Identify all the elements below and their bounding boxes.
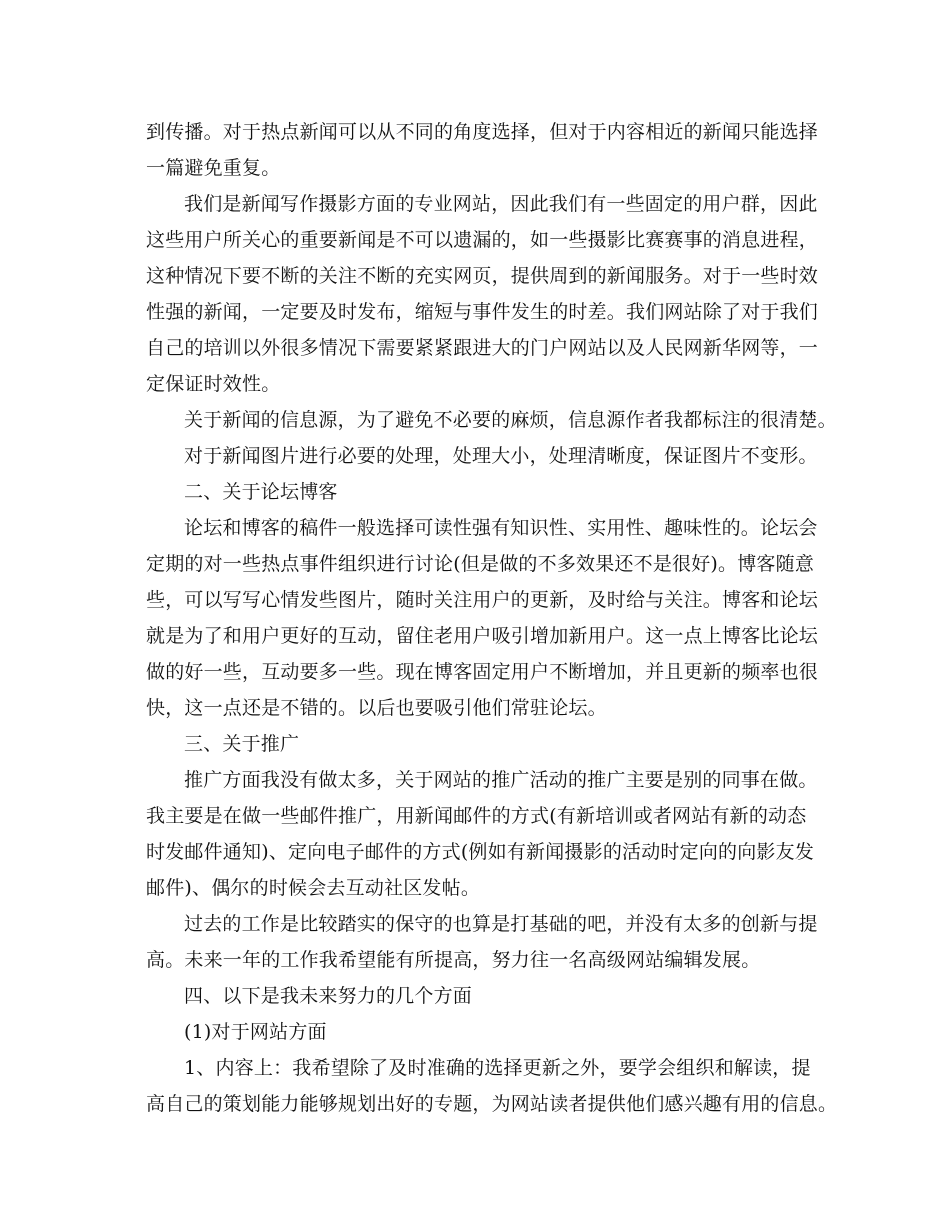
text-line: 就是为了和用户更好的互动，留住老用户吸引增加新用户。这一点上博客比论坛 bbox=[146, 625, 819, 647]
paragraph-start-line: 1、内容上：我希望除了及时准确的选择更新之外，要学会组织和解读，提 bbox=[184, 1057, 811, 1079]
section-heading: 三、关于推广 bbox=[184, 733, 300, 755]
text-line: 做的好一些，互动要多一些。现在博客固定用户不断增加，并且更新的频率也很 bbox=[146, 661, 819, 683]
paragraph-start-line: 过去的工作是比较踏实的保守的也算是打基础的吧，并没有太多的创新与提 bbox=[184, 913, 818, 935]
text-line: 这些用户所关心的重要新闻是不可以遗漏的，如一些摄影比赛赛事的消息进程， bbox=[146, 229, 819, 251]
text-line: 一篇避免重复。 bbox=[146, 157, 281, 179]
text-line: 时发邮件通知)、定向电子邮件的方式(例如有新闻摄影的活动时定向的向影友发 bbox=[146, 841, 815, 863]
text-line: 自己的培训以外很多情况下需要紧紧跟进大的门户网站以及人民网新华网等，一 bbox=[146, 337, 819, 359]
paragraph-start-line: 关于新闻的信息源，为了避免不必要的麻烦，信息源作者我都标注的很清楚。 bbox=[184, 409, 837, 431]
text-line: 性强的新闻，一定要及时发布，缩短与事件发生的时差。我们网站除了对于我们 bbox=[146, 301, 819, 323]
text-line: 高。未来一年的工作我希望能有所提高，努力往一名高级网站编辑发展。 bbox=[146, 949, 761, 971]
paragraph-start-line: 我们是新闻写作摄影方面的专业网站，因此我们有一些固定的用户群，因此 bbox=[184, 193, 818, 215]
paragraph-start-line: 推广方面我没有做太多，关于网站的推广活动的推广主要是别的同事在做。 bbox=[184, 769, 818, 791]
paragraph-start-line: 对于新闻图片进行必要的处理，处理大小，处理清晰度，保证图片不变形。 bbox=[184, 445, 818, 467]
text-line: 邮件)、偶尔的时候会去互动社区发帖。 bbox=[146, 877, 481, 899]
paragraph-start-line: 论坛和博客的稿件一般选择可读性强有知识性、实用性、趣味性的。论坛会 bbox=[184, 517, 818, 539]
text-line: 定期的对一些热点事件组织进行讨论(但是做的不多效果还不是很好)。博客随意 bbox=[146, 553, 815, 575]
section-heading: 二、关于论坛博客 bbox=[184, 481, 338, 503]
text-line: 这种情况下要不断的关注不断的充实网页，提供周到的新闻服务。对于一些时效 bbox=[146, 265, 819, 287]
text-line: 定保证时效性。 bbox=[146, 373, 281, 395]
subsection-heading: (1)对于网站方面 bbox=[184, 1021, 327, 1043]
text-line: 快，这一点还是不错的。以后也要吸引他们常驻论坛。 bbox=[146, 697, 607, 719]
section-heading: 四、以下是我未来努力的几个方面 bbox=[184, 985, 473, 1007]
text-line: 到传播。对于热点新闻可以从不同的角度选择，但对于内容相近的新闻只能选择 bbox=[146, 121, 819, 143]
text-line: 些，可以写写心情发些图片，随时关注用户的更新，及时给与关注。博客和论坛 bbox=[146, 589, 819, 611]
text-line: 我主要是在做一些邮件推广，用新闻邮件的方式(有新培训或者网站有新的动态 bbox=[146, 805, 807, 827]
text-line: 高自己的策划能力能够规划出好的专题，为网站读者提供他们感兴趣有用的信息。 bbox=[146, 1093, 838, 1115]
